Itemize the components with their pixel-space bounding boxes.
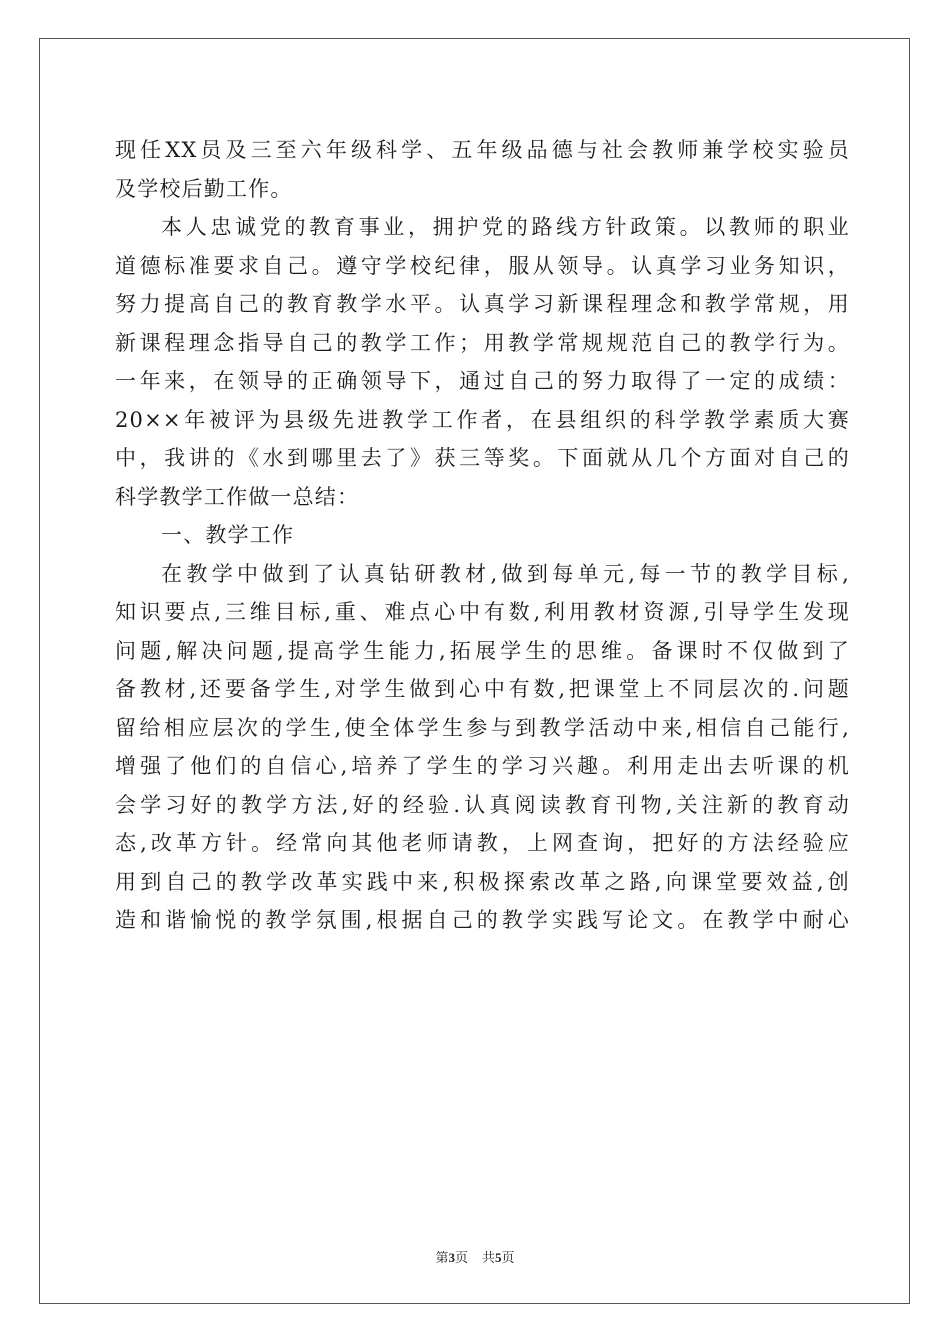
text-line: 增强了他们的自信心,培养了学生的学习兴趣。利用走出去听课的机 (115, 754, 850, 778)
page-footer (0, 1247, 950, 1266)
text-line: 现任XX员及三至六年级科学、五年级品德与社会教师兼学校实验员 (115, 138, 850, 162)
text-line: 及学校后勤工作。 (115, 176, 293, 201)
text-line: 知识要点,三维目标,重、难点心中有数,利用教材资源,引导学生发现 (115, 600, 850, 624)
text-line: 20××年被评为县级先进教学工作者，在县组织的科学教学素质大赛 (115, 407, 850, 432)
text-line: 新课程理念指导自己的教学工作；用教学常规规范自己的教学行为。 (115, 330, 850, 355)
text-line: 造和谐愉悦的教学氛围,根据自己的教学实践写论文。在教学中耐心 (115, 908, 850, 932)
text-line: 备教材,还要备学生,对学生做到心中有数,把课堂上不同层次的.问题 (115, 677, 850, 701)
text-line: 态,改革方针。经常向其他老师请教，上网查询，把好的方法经验应 (115, 831, 850, 855)
text-line: 中，我讲的《水到哪里去了》获三等奖。下面就从几个方面对自己的 (115, 446, 850, 470)
text-line: 科学教学工作做一总结： (115, 484, 360, 509)
text-line: 在教学中做到了认真钻研教材,做到每单元,每一节的教学目标, (161, 561, 850, 586)
text-line: 努力提高自己的教育教学水平。认真学习新课程理念和教学常规，用 (115, 292, 850, 316)
section-heading: 一、教学工作 (161, 523, 295, 547)
text-line: 道德标准要求自己。遵守学校纪律，服从领导。认真学习业务知识， (115, 253, 850, 278)
text-line: 留给相应层次的学生,使全体学生参与到教学活动中来,相信自己能行, (115, 715, 850, 740)
text-line: 问题,解决问题,提高学生能力,拓展学生的思维。备课时不仅做到了 (115, 638, 850, 663)
text-line: 会学习好的教学方法,好的经验.认真阅读教育刊物,关注新的教育动 (115, 792, 850, 817)
document-body (115, 131, 850, 940)
page-indicator: 第3页 (435, 1250, 468, 1265)
text-line: 本人忠诚党的教育事业，拥护党的路线方针政策。以教师的职业 (161, 215, 850, 239)
total-pages-indicator: 共5页 (482, 1250, 515, 1265)
text-line: 一年来，在领导的正确领导下，通过自己的努力取得了一定的成绩： (115, 369, 850, 393)
text-line: 用到自己的教学改革实践中来,积极探索改革之路,向课堂要效益,创 (115, 869, 850, 894)
